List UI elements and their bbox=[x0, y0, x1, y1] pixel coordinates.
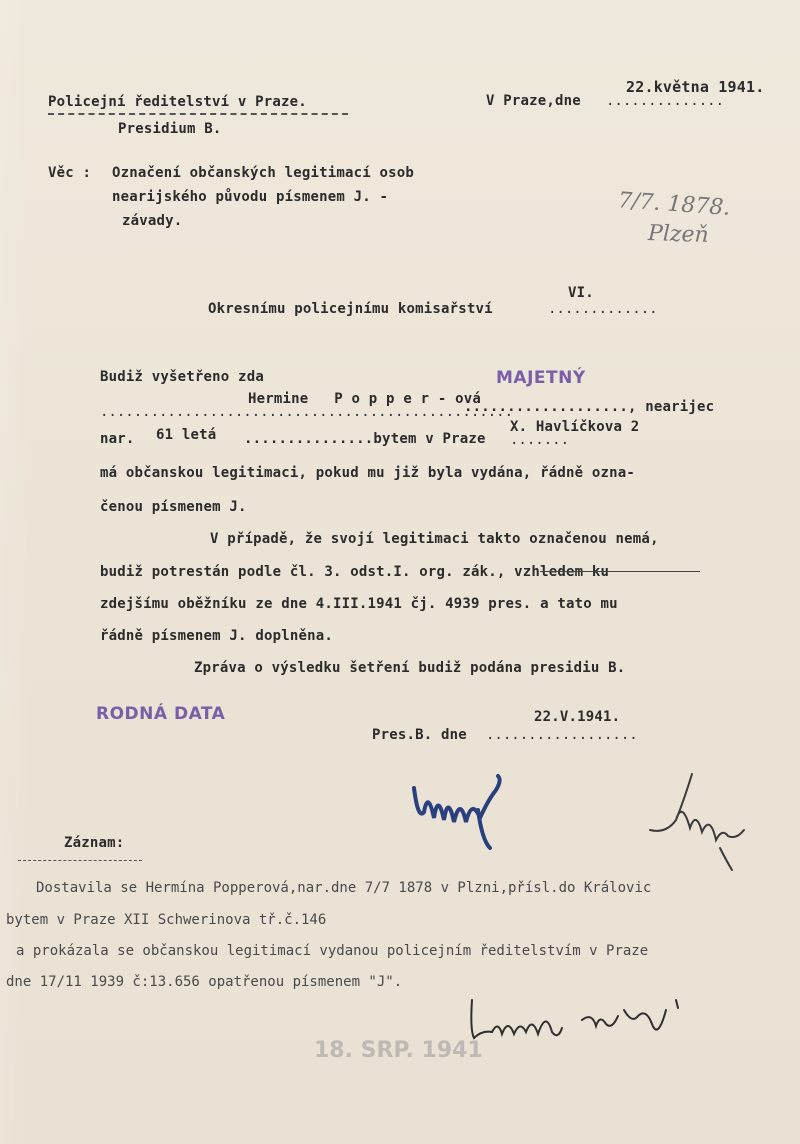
record-label: Záznam: bbox=[64, 835, 125, 851]
body-line-c: V případě, že svojí legitimaci takto označenou nemá, bbox=[210, 531, 659, 547]
body-line-f: řádně písmenem J. doplněna. bbox=[100, 628, 333, 644]
black-signature bbox=[636, 770, 756, 880]
pres-prefix: Pres.B. dne bbox=[372, 727, 467, 743]
body-intro: Budiž vyšetřeno zda bbox=[100, 369, 264, 385]
district-number: VI. bbox=[568, 285, 594, 301]
strike-line bbox=[540, 571, 700, 572]
record-line-4: dne 17/11 1939 č:13.656 opatřenou písmenem "J". bbox=[6, 974, 403, 990]
place-date-prefix: V Praze,dne bbox=[486, 93, 581, 109]
record-line-3: a prokázala se občanskou legitimací vydanou policejním ředitelstvím v Praze bbox=[16, 943, 649, 959]
age: 61 letá bbox=[156, 427, 217, 443]
body-line-g: Zpráva o výsledku šetření budiž podána presidiu B. bbox=[194, 660, 626, 676]
addressee-dots: ............. bbox=[548, 301, 658, 317]
subject-label: Věc : bbox=[48, 165, 92, 181]
record-line-2: bytem v Praze XII Schwerinova tř.č.146 bbox=[6, 912, 327, 928]
body-line-b: čenou písmenem J. bbox=[100, 499, 247, 515]
document-date: 22.května 1941. bbox=[626, 78, 765, 96]
address-dots: ....... bbox=[510, 432, 570, 448]
subject-line-1: Označení občanských legitimací osob bbox=[112, 165, 415, 181]
record-divider bbox=[18, 860, 142, 861]
person-name: Hermine P o p p e r - ová bbox=[248, 391, 481, 407]
stamp-majetny: MAJETNÝ bbox=[496, 368, 586, 388]
born-prefix: nar. bbox=[100, 431, 135, 447]
authority-heading: Policejní ředitelství v Praze. bbox=[48, 94, 307, 110]
officer-signature bbox=[462, 990, 702, 1050]
address: X. Havlíčkova 2 bbox=[510, 419, 640, 435]
body-line-e: zdejšímu oběžníku ze dne 4.III.1941 čj. 4939 pres. a tato mu bbox=[100, 596, 618, 612]
body-line-d: budiž potrestán podle čl. 3. odst.I. org. zák., vzhledem ku bbox=[100, 564, 610, 580]
handwritten-place-note: Plzeň bbox=[647, 220, 710, 249]
name-dots-right: ..................., nearijec bbox=[464, 399, 715, 415]
authority-underline bbox=[48, 113, 348, 115]
handwritten-birthdate-note: 7/7. 1878. bbox=[617, 188, 732, 221]
name-dots-left: ................................................. bbox=[100, 404, 514, 420]
blue-signature bbox=[408, 770, 508, 850]
addressee-line: Okresnímu policejnímu komisařství bbox=[208, 301, 493, 317]
subject-line-2: nearijského původu písmenem J. - bbox=[112, 189, 389, 205]
place-date-dots: .............. bbox=[606, 93, 725, 109]
record-line-1: Dostavila se Hermína Popperová,nar.dne 7/7 1878 v Plzni,přísl.do Královic bbox=[36, 880, 652, 896]
department-heading: Presidium B. bbox=[118, 121, 222, 137]
subject-line-3: závady. bbox=[122, 213, 183, 229]
received-stamp: 18. SRP. 1941 bbox=[314, 1038, 483, 1063]
born-dots-residence: ...............bytem v Praze bbox=[244, 431, 486, 447]
body-line-a: má občanskou legitimaci, pokud mu již byla vydána, řádně ozna- bbox=[100, 465, 635, 481]
pres-dots: .................. bbox=[486, 727, 638, 743]
footer-date: 22.V.1941. bbox=[534, 709, 621, 725]
stamp-rodna-data: RODNÁ DATA bbox=[96, 704, 226, 724]
